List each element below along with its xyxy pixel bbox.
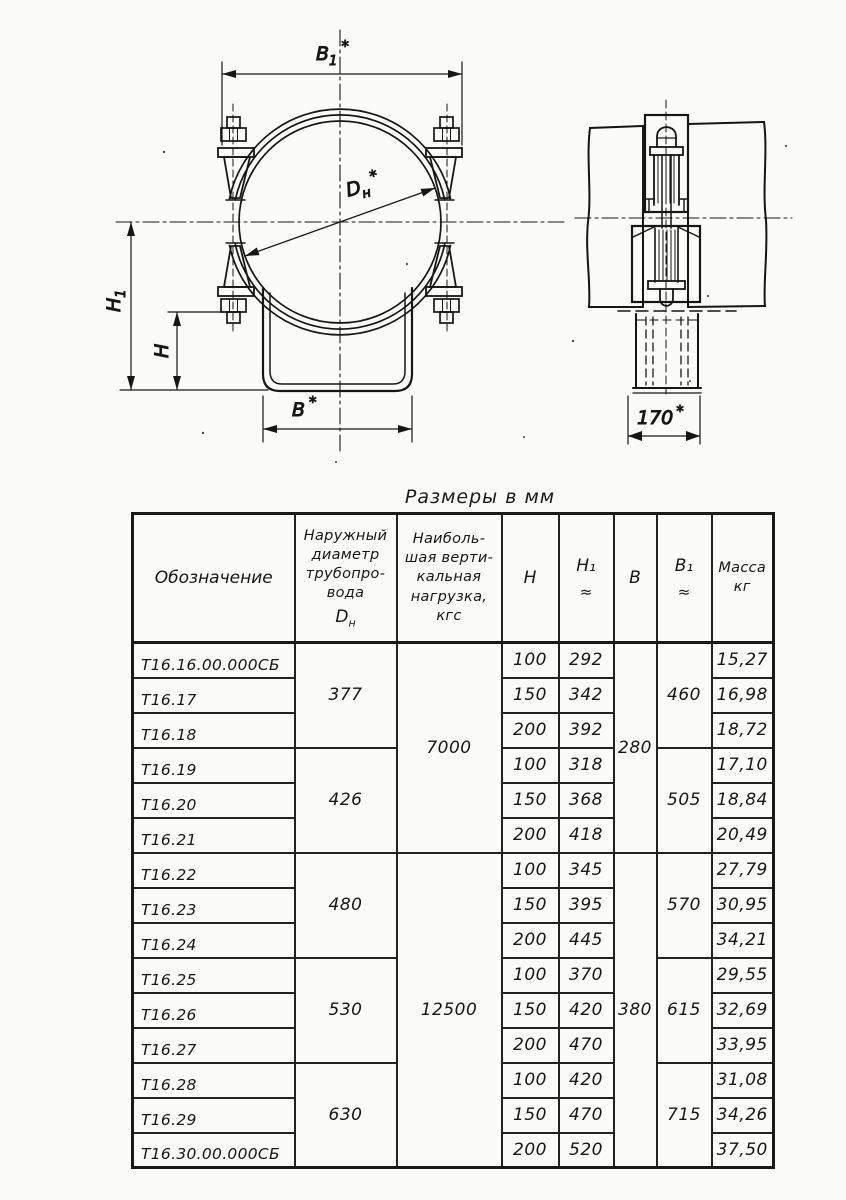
value-cell: 200 <box>502 923 559 958</box>
header-h1-approx: ≈ <box>579 582 593 601</box>
designation-cell: Т16.26 <box>133 993 295 1028</box>
value-cell: 150 <box>502 1098 559 1133</box>
value-cell: 392 <box>559 713 614 748</box>
dimension-h <box>168 312 232 390</box>
pipe-wall-blocks <box>587 122 766 307</box>
table-body <box>133 643 774 1168</box>
value-cell: 368 <box>559 783 614 818</box>
header-h1 <box>559 514 614 643</box>
value-cell: 520 <box>559 1133 614 1168</box>
dim-label-h1: $Н_1$ <box>103 289 129 312</box>
side-view <box>575 100 792 444</box>
dim-label-b: В * <box>292 393 317 421</box>
designation-cell: Т16.22 <box>133 853 295 888</box>
designation-cell: Т16.17 <box>133 678 295 713</box>
dimensions-table <box>131 512 775 1169</box>
table-row <box>133 643 774 678</box>
header-diameter <box>295 514 397 643</box>
value-cell: 17,10 <box>712 748 774 783</box>
value-cell: 530 <box>295 958 397 1063</box>
value-cell: 150 <box>502 888 559 923</box>
value-cell: 292 <box>559 643 614 678</box>
dim-label-h: Н <box>151 343 173 358</box>
value-cell: 380 <box>614 853 657 1168</box>
value-cell: 418 <box>559 818 614 853</box>
dim-label-170: 170 * <box>637 402 684 429</box>
value-cell: 200 <box>502 1133 559 1168</box>
value-cell: 615 <box>657 958 712 1063</box>
designation-cell: Т16.19 <box>133 748 295 783</box>
header-diameter-symbol <box>296 607 396 629</box>
designation-cell: Т16.29 <box>133 1098 295 1133</box>
header-line: Наиболь- <box>412 531 486 548</box>
front-view <box>103 30 564 452</box>
table-title: Размеры в мм <box>404 486 556 508</box>
header-mass <box>712 514 774 643</box>
scan-speckles <box>163 145 787 463</box>
value-cell: 445 <box>559 923 614 958</box>
header-line: диаметр <box>311 547 380 564</box>
designation-cell: Т16.18 <box>133 713 295 748</box>
value-cell: 150 <box>502 678 559 713</box>
value-cell: 420 <box>559 993 614 1028</box>
value-cell: 345 <box>559 853 614 888</box>
value-cell: 570 <box>657 853 712 958</box>
value-cell: 470 <box>559 1098 614 1133</box>
designation-cell: Т16.16.00.000СБ <box>133 643 295 678</box>
value-cell: 12500 <box>397 853 502 1168</box>
designation-cell: Т16.28 <box>133 1063 295 1098</box>
diameter-symbol-sub: н <box>348 615 356 629</box>
value-cell: 29,55 <box>712 958 774 993</box>
value-cell: 460 <box>657 643 712 748</box>
value-cell: 100 <box>502 853 559 888</box>
value-cell: 715 <box>657 1063 712 1168</box>
value-cell: 370 <box>559 958 614 993</box>
value-cell: 20,49 <box>712 818 774 853</box>
value-cell: 100 <box>502 1063 559 1098</box>
value-cell: 30,95 <box>712 888 774 923</box>
value-cell: 27,79 <box>712 853 774 888</box>
value-cell: 395 <box>559 888 614 923</box>
dim-label-dn: $D_н^*$ <box>343 166 380 202</box>
dimension-b1 <box>222 62 462 145</box>
header-h: Н <box>502 514 559 643</box>
header-designation: Обозначение <box>133 514 295 643</box>
value-cell: 420 <box>559 1063 614 1098</box>
designation-cell: Т16.23 <box>133 888 295 923</box>
header-line: нагрузка, <box>410 588 488 605</box>
value-cell: 37,50 <box>712 1133 774 1168</box>
value-cell: 100 <box>502 958 559 993</box>
header-line: кгс <box>436 607 462 624</box>
value-cell: 318 <box>559 748 614 783</box>
value-cell: 630 <box>295 1063 397 1168</box>
value-cell: 505 <box>657 748 712 853</box>
dimension-b <box>263 396 412 442</box>
value-cell: 150 <box>502 783 559 818</box>
technical-drawing <box>0 0 846 470</box>
designation-cell: Т16.30.00.000СБ <box>133 1133 295 1168</box>
value-cell: 342 <box>559 678 614 713</box>
value-cell: 18,84 <box>712 783 774 818</box>
value-cell: 480 <box>295 853 397 958</box>
header-load-lines <box>398 530 501 626</box>
header-b: В <box>614 514 657 643</box>
value-cell: 33,95 <box>712 1028 774 1063</box>
value-cell: 31,08 <box>712 1063 774 1098</box>
header-line: трубопро- <box>305 566 386 583</box>
header-line: шая верти- <box>404 550 494 567</box>
value-cell: 100 <box>502 748 559 783</box>
header-row <box>133 514 774 643</box>
header-diameter-lines <box>296 527 396 604</box>
header-line: Масса <box>718 559 767 576</box>
value-cell: 7000 <box>397 643 502 853</box>
value-cell: 470 <box>559 1028 614 1063</box>
designation-cell: Т16.24 <box>133 923 295 958</box>
header-line: вода <box>326 585 365 602</box>
header-line: кальная <box>416 569 482 586</box>
value-cell: 18,72 <box>712 713 774 748</box>
header-b1-approx: ≈ <box>677 582 691 601</box>
value-cell: 200 <box>502 713 559 748</box>
value-cell: 34,21 <box>712 923 774 958</box>
value-cell: 15,27 <box>712 643 774 678</box>
dim-label-b1: $В_1^*$ <box>316 37 349 69</box>
header-mass-lines <box>713 559 773 597</box>
value-cell: 200 <box>502 1028 559 1063</box>
header-b1-label: В₁ <box>674 555 694 576</box>
value-cell: 280 <box>614 643 657 853</box>
value-cell: 426 <box>295 748 397 853</box>
header-h1-label: Н₁ <box>576 555 596 576</box>
header-load <box>397 514 502 643</box>
header-line: Наружный <box>303 528 388 545</box>
designation-cell: Т16.21 <box>133 818 295 853</box>
value-cell: 150 <box>502 993 559 1028</box>
channel-support <box>263 288 412 391</box>
value-cell: 32,69 <box>712 993 774 1028</box>
value-cell: 34,26 <box>712 1098 774 1133</box>
header-b1 <box>657 514 712 643</box>
diameter-symbol-main: D <box>335 606 349 627</box>
value-cell: 16,98 <box>712 678 774 713</box>
designation-cell: Т16.27 <box>133 1028 295 1063</box>
header-line: кг <box>733 579 751 595</box>
value-cell: 377 <box>295 643 397 748</box>
value-cell: 100 <box>502 643 559 678</box>
designation-cell: Т16.20 <box>133 783 295 818</box>
designation-cell: Т16.25 <box>133 958 295 993</box>
table-row <box>133 853 774 888</box>
hidden-channel <box>618 311 736 393</box>
value-cell: 200 <box>502 818 559 853</box>
